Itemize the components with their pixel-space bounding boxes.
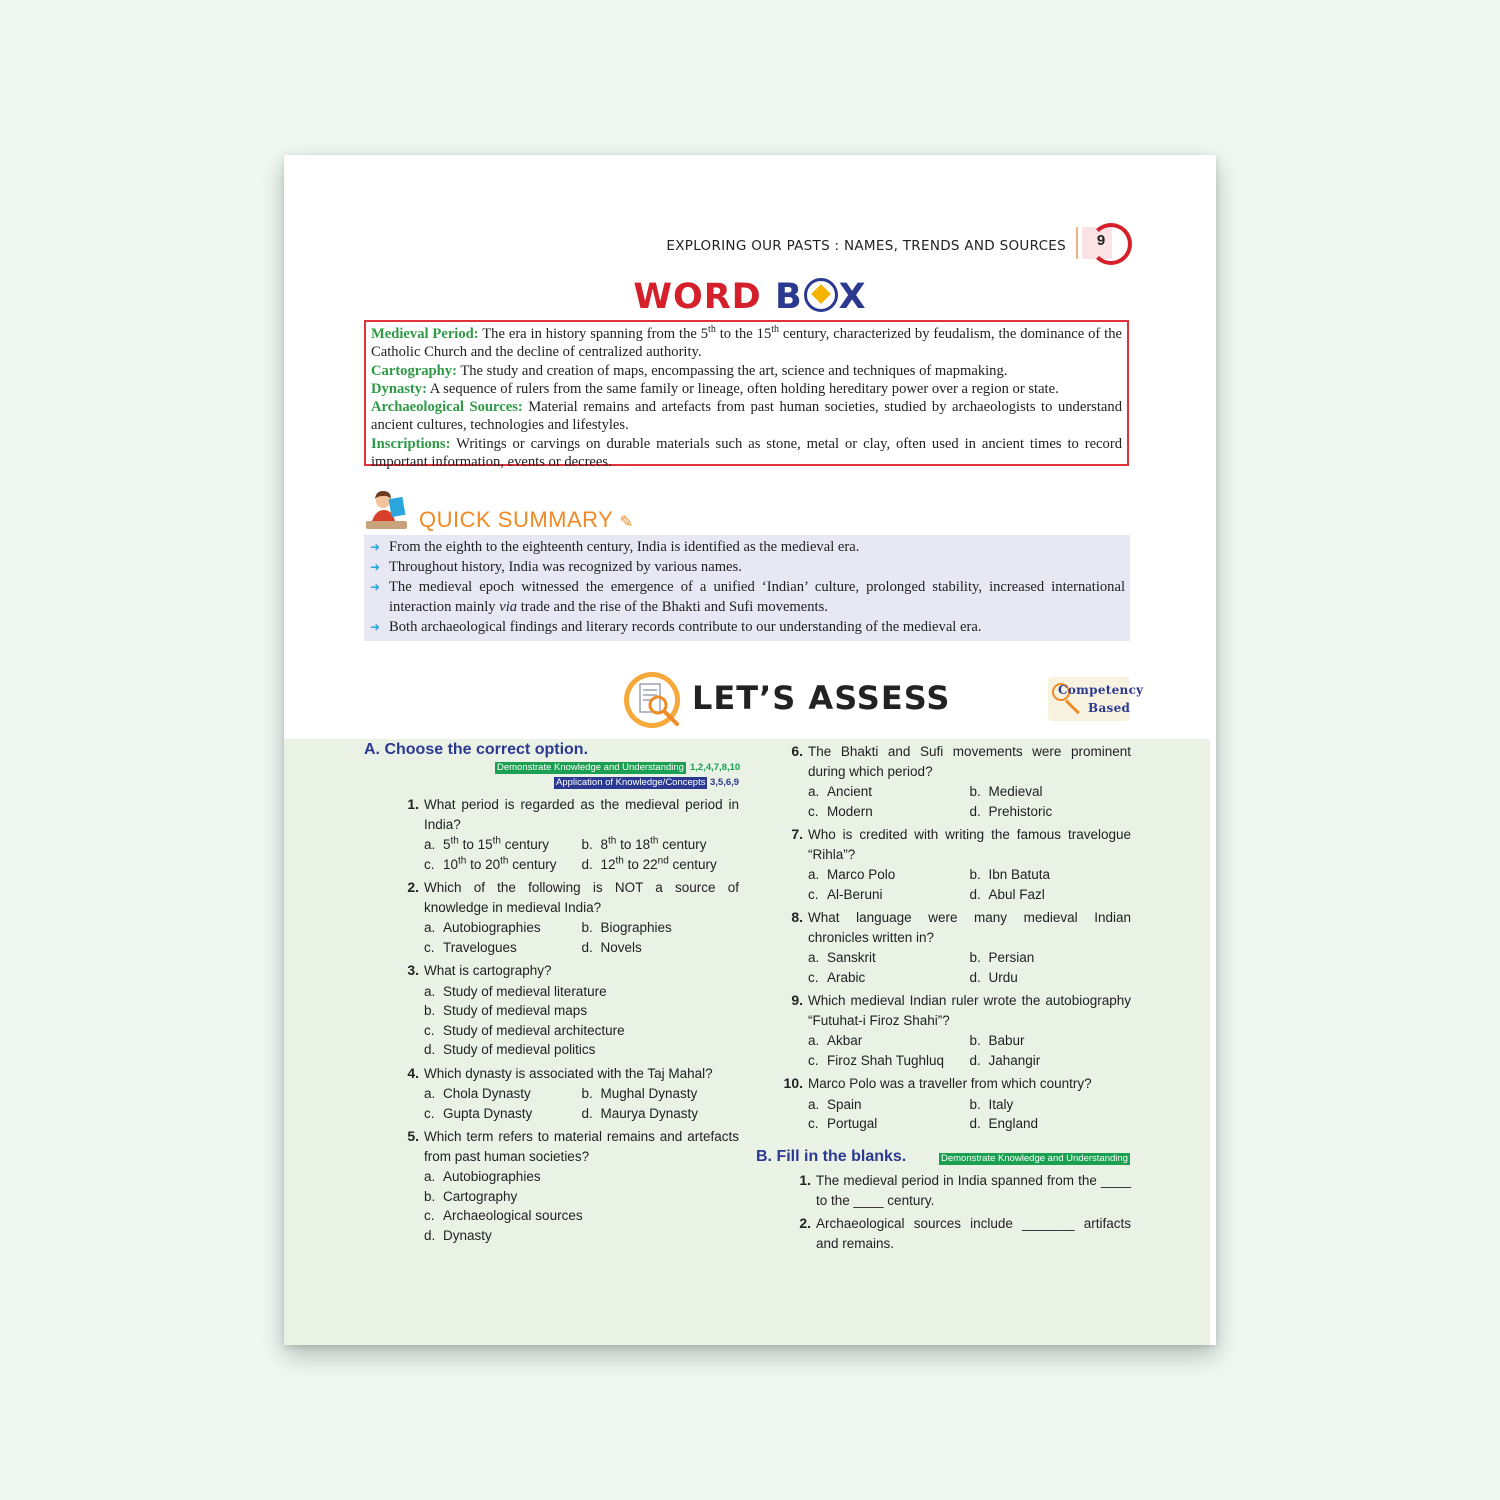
option-text: Babur <box>988 1033 1025 1048</box>
question <box>397 878 739 957</box>
option-letter: b. <box>969 1096 981 1112</box>
option-text: Mughal Dynasty <box>600 1086 698 1101</box>
question-text: Which dynasty is associated with the Taj Mahal? <box>424 1065 713 1081</box>
options <box>808 948 1131 987</box>
option <box>808 948 970 968</box>
option-text: Maurya Dynasty <box>600 1105 699 1121</box>
option-letter: b. <box>581 837 593 852</box>
options <box>424 918 739 957</box>
option-text: Study of medieval literature <box>443 983 607 999</box>
question <box>789 1171 1131 1210</box>
option-text: Autobiographies <box>443 1169 541 1184</box>
option-letter: c. <box>808 969 819 985</box>
question <box>397 961 739 1060</box>
option-letter: a. <box>424 920 436 935</box>
option-letter: d. <box>424 1042 436 1057</box>
option-text: Cartography <box>443 1188 518 1204</box>
question-text: What language were many medieval Indian chronicles written in? <box>808 910 1131 945</box>
options <box>808 865 1131 904</box>
option-text: Abul Fazl <box>988 886 1045 902</box>
summary-item: ➜ Both archaeological findings and literary records contribute to our understanding of the medieval era. <box>370 617 1125 637</box>
option-text: 5th to 15th century <box>443 835 550 852</box>
option <box>424 855 582 875</box>
question-number: 9. <box>791 992 803 1008</box>
option <box>970 1051 1132 1071</box>
option-letter: a. <box>808 1096 820 1112</box>
option-letter: a. <box>808 867 820 882</box>
option-letter: d. <box>581 856 593 872</box>
option-letter: c. <box>424 1022 435 1038</box>
question-text: What period is regarded as the medieval period in India? <box>424 797 739 832</box>
summary-item: ➜ Throughout history, India was recognized by various names. <box>370 557 1125 577</box>
question <box>781 825 1131 904</box>
option-text: Modern <box>827 803 873 819</box>
option <box>808 1051 970 1071</box>
option <box>424 1084 582 1104</box>
skill-tag: Application of Knowledge/Concepts <box>556 777 706 788</box>
option <box>582 835 740 855</box>
option <box>582 855 740 875</box>
page-number-badge <box>1076 223 1132 267</box>
option-letter: d. <box>581 1105 593 1121</box>
word-box <box>364 320 1129 471</box>
option-text: Study of medieval maps <box>443 1003 588 1018</box>
question-number: 8. <box>791 909 803 925</box>
word-entry: Cartography: The study and creation of maps, encompassing the art, science and techniques of mapmaking. <box>371 362 1008 379</box>
option-letter: a. <box>424 837 436 852</box>
question-number: 6. <box>791 743 803 759</box>
option-letter: c. <box>808 886 819 902</box>
option <box>970 782 1132 802</box>
option-letter: d. <box>969 1116 981 1131</box>
competency-based-badge: Competency Based <box>1048 677 1130 721</box>
question-number: 1. <box>407 796 419 812</box>
option-letter: c. <box>424 939 435 955</box>
option <box>808 885 970 905</box>
word-entry: Dynasty: A sequence of rulers from the same family or lineage, often holding hereditary power over a region or state. <box>371 380 1059 397</box>
option-text: Sanskrit <box>827 950 876 965</box>
option-text: Al-Beruni <box>827 886 883 902</box>
option-letter: d. <box>969 969 981 985</box>
option-text: Chola Dynasty <box>443 1086 531 1101</box>
option <box>808 1095 970 1115</box>
question <box>781 991 1131 1070</box>
option <box>970 1114 1132 1134</box>
option <box>424 835 582 855</box>
option-letter: c. <box>424 856 435 872</box>
option-letter: b. <box>424 1003 436 1018</box>
option <box>424 938 582 958</box>
option <box>970 802 1132 822</box>
option-letter: c. <box>808 1052 819 1068</box>
option-text: Italy <box>988 1096 1014 1112</box>
skill-tag: Demonstrate Knowledge and Understanding <box>497 762 684 773</box>
option <box>970 865 1132 885</box>
options <box>424 1084 739 1123</box>
clipboard-magnifier-icon <box>622 670 694 730</box>
options <box>424 835 739 874</box>
option-letter: d. <box>969 1052 981 1068</box>
word-box-title: WORD B X <box>633 277 867 317</box>
option-text: Portugal <box>827 1116 878 1131</box>
options <box>808 1095 1131 1134</box>
option-text: Marco Polo <box>827 867 896 882</box>
option <box>970 1031 1132 1051</box>
pencil-icon: ✎ <box>619 514 634 531</box>
option-text: Biographies <box>600 920 672 935</box>
question <box>397 795 739 874</box>
page-number: 9 <box>1096 232 1106 249</box>
summary-item: ➜ From the eighth to the eighteenth century, India is identified as the medieval era. <box>370 537 1125 557</box>
question-number: 1. <box>799 1172 811 1188</box>
option-letter: b. <box>969 784 981 799</box>
question-number: 2. <box>407 879 419 895</box>
option-text: 12th to 22nd century <box>600 855 717 872</box>
option <box>424 1104 582 1124</box>
option-letter: d. <box>969 803 981 819</box>
option-letter: a. <box>424 1086 436 1101</box>
option-text: Persian <box>988 950 1035 965</box>
question-text: Archaeological sources include _______ artifacts and remains. <box>816 1216 1131 1251</box>
option-letter: d. <box>581 939 593 955</box>
option-text: Ancient <box>827 784 873 799</box>
option-letter: a. <box>808 950 820 965</box>
option-text: Study of medieval architecture <box>443 1022 625 1038</box>
option-letter: d. <box>424 1227 436 1243</box>
option <box>808 1031 970 1051</box>
question-text: Who is credited with writing the famous travelogue “Rihla”? <box>808 827 1131 862</box>
option-letter: c. <box>424 1208 435 1223</box>
question-text: What is cartography? <box>424 963 552 978</box>
option <box>970 1095 1132 1115</box>
option <box>970 968 1132 988</box>
question-number: 5. <box>407 1128 419 1144</box>
option-text: Akbar <box>827 1033 863 1048</box>
options <box>424 982 739 1060</box>
options <box>424 1167 739 1245</box>
quick-summary-box <box>364 535 1130 641</box>
word-entry: Inscriptions: Writings or carvings on durable materials such as stone, metal or clay, often used in ancient times to record important information, events or decrees. <box>371 435 1122 471</box>
lets-assess-title: LET’S ASSESS <box>692 679 951 717</box>
option-letter: b. <box>581 920 593 935</box>
option-letter: c. <box>808 1116 819 1131</box>
option-text: Firoz Shah Tughluq <box>827 1052 945 1068</box>
option-text: Gupta Dynasty <box>443 1105 533 1121</box>
option <box>582 1084 740 1104</box>
option-letter: a. <box>808 784 820 799</box>
cube-icon <box>804 278 838 312</box>
option-letter: c. <box>808 803 819 819</box>
option-letter: a. <box>424 1169 436 1184</box>
option <box>424 1226 739 1246</box>
skill-tag-numbers: 3,5,6,9 <box>710 777 740 788</box>
question <box>781 908 1131 987</box>
skill-tag: Demonstrate Knowledge and Understanding <box>941 1153 1128 1164</box>
running-header: EXPLORING OUR PASTS : NAMES, TRENDS AND SOURCES <box>666 238 1066 254</box>
option-letter: b. <box>969 950 981 965</box>
option-letter: c. <box>424 1105 435 1121</box>
fill-blanks-list <box>789 1171 1131 1257</box>
quick-summary-title: QUICK SUMMARY ✎ <box>419 507 634 532</box>
option <box>808 782 970 802</box>
option-letter: b. <box>969 867 981 882</box>
option-letter: b. <box>969 1033 981 1048</box>
option-letter: a. <box>808 1033 820 1048</box>
option-letter: a. <box>424 983 436 999</box>
option-text: 8th to 18th century <box>600 835 707 852</box>
option <box>808 968 970 988</box>
question <box>781 1074 1131 1134</box>
word-entry: Archaeological Sources: Material remains and artefacts from past human societies, studied by archaeologists to understand ancient cultures, technologies and lifestyles. <box>371 399 1122 434</box>
option-text: Novels <box>600 939 642 955</box>
skill-tag-numbers: 1,2,4,7,8,10 <box>690 762 741 773</box>
option <box>424 1187 739 1207</box>
questions-right-column <box>781 742 1131 1138</box>
option-text: Ibn Batuta <box>988 867 1051 882</box>
option-text: Autobiographies <box>443 920 541 935</box>
option <box>808 1114 970 1134</box>
summary-item: ➜ The medieval epoch witnessed the emergence of a unified ‘Indian’ culture, prolonged stability, increased international interaction mainly via trade and the rise of the Bhakti and Sufi movements. <box>370 577 1125 617</box>
options <box>808 782 1131 821</box>
question <box>397 1064 739 1124</box>
question-text: Marco Polo was a traveller from which country? <box>808 1076 1092 1091</box>
option <box>808 802 970 822</box>
option <box>582 938 740 958</box>
option-text: Medieval <box>988 784 1043 799</box>
question-text: The medieval period in India spanned from the ____ to the ____ century. <box>816 1173 1131 1208</box>
textbook-page <box>284 155 1216 1345</box>
options <box>808 1031 1131 1070</box>
option-text: Jahangir <box>988 1052 1041 1068</box>
option <box>582 918 740 938</box>
option <box>424 918 582 938</box>
question <box>789 1214 1131 1253</box>
question-text: Which medieval Indian ruler wrote the autobiography “Futuhat-i Firoz Shahi”? <box>808 993 1131 1028</box>
question-number: 10. <box>783 1075 803 1091</box>
option <box>808 865 970 885</box>
option <box>424 1021 739 1041</box>
option-text: 10th to 20th century <box>443 855 557 872</box>
question-text: Which of the following is NOT a source of knowledge in medieval India? <box>424 880 739 915</box>
option-letter: b. <box>424 1188 436 1204</box>
section-b-title: B. Fill in the blanks. <box>756 1148 907 1165</box>
option <box>424 1040 739 1060</box>
option-letter: d. <box>969 886 981 902</box>
option <box>970 948 1132 968</box>
option-text: Archaeological sources <box>443 1208 583 1223</box>
question-number: 2. <box>799 1215 811 1231</box>
section-a-title: A. Choose the correct option. <box>364 741 589 758</box>
question-number: 4. <box>407 1064 419 1081</box>
option <box>970 885 1132 905</box>
reading-student-icon <box>364 488 409 530</box>
option-text: Study of medieval politics <box>443 1042 596 1057</box>
option <box>424 982 739 1002</box>
option-text: Travelogues <box>443 939 517 955</box>
question <box>397 1127 739 1245</box>
option-text: Dynasty <box>443 1227 492 1243</box>
option <box>424 1001 739 1021</box>
question-number: 7. <box>791 826 803 842</box>
option <box>424 1167 739 1187</box>
option <box>582 1104 740 1124</box>
question-number: 3. <box>407 962 419 978</box>
option-text: Prehistoric <box>988 803 1053 819</box>
option-text: Spain <box>827 1096 862 1112</box>
questions-left-column <box>397 795 739 1249</box>
word-entry: Medieval Period: The era in history spanning from the 5th to the 15th century, characterized by feudalism, the dominance of the Catholic Church and the decline of centralized authority. <box>371 324 1122 361</box>
question <box>781 742 1131 821</box>
question-text: The Bhakti and Sufi movements were prominent during which period? <box>808 744 1131 779</box>
option-text: Arabic <box>827 969 866 985</box>
question-text: Which term refers to material remains and artefacts from past human societies? <box>424 1129 739 1164</box>
option <box>424 1206 739 1226</box>
option-letter: b. <box>581 1086 593 1101</box>
option-text: England <box>988 1116 1039 1131</box>
option-text: Urdu <box>988 969 1018 985</box>
